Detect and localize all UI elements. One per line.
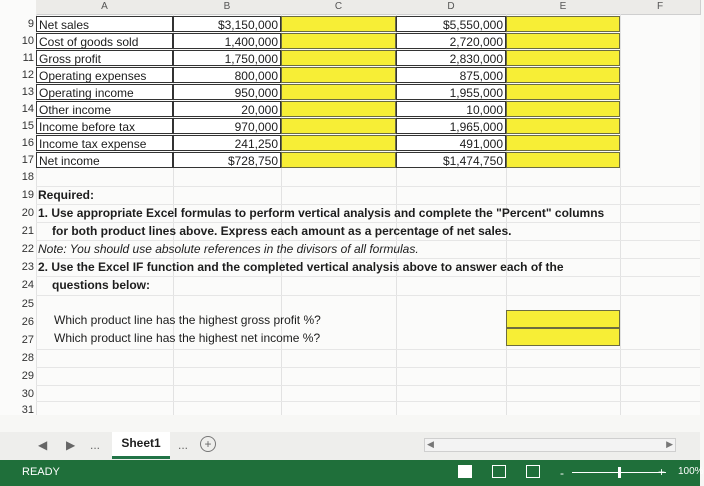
cell-label[interactable]: Net income bbox=[36, 152, 173, 168]
scroll-left-icon[interactable]: ◀ bbox=[427, 439, 434, 449]
sheet-tab-bar bbox=[0, 432, 700, 460]
answer-gross-profit-input[interactable] bbox=[506, 310, 620, 328]
col-header-c[interactable] bbox=[281, 0, 397, 15]
percent-input-e[interactable] bbox=[506, 152, 620, 168]
zoom-out-icon[interactable]: - bbox=[560, 466, 564, 480]
scroll-tabs-left-icon[interactable]: ◀ bbox=[38, 438, 48, 452]
tab-sheet1[interactable] bbox=[112, 432, 170, 459]
cell-value-b[interactable]: $728,750 bbox=[173, 152, 281, 168]
row-number[interactable]: 27 bbox=[21, 334, 34, 346]
percent-input-c[interactable] bbox=[281, 118, 396, 134]
row-number[interactable]: 22 bbox=[21, 243, 34, 255]
gridline bbox=[36, 367, 700, 368]
cell-label[interactable]: Income before tax bbox=[36, 118, 173, 134]
row-number[interactable]: 16 bbox=[21, 137, 34, 149]
row-number[interactable]: 18 bbox=[21, 171, 34, 183]
required-heading: Required: bbox=[38, 188, 95, 202]
cell-value-b[interactable]: 241,250 bbox=[173, 135, 281, 151]
col-header-label: F bbox=[656, 1, 664, 12]
row-number[interactable]: 12 bbox=[21, 69, 34, 81]
instruction-1: 1. Use appropriate Excel formulas to perform vertical analysis and complete the "Percent" columns bbox=[38, 206, 605, 220]
status-ready: READY bbox=[22, 466, 60, 478]
percent-input-c[interactable] bbox=[281, 152, 396, 168]
percent-input-c[interactable] bbox=[281, 135, 396, 151]
percent-input-e[interactable] bbox=[506, 50, 620, 66]
scroll-tabs-right-icon[interactable]: ▶ bbox=[66, 438, 76, 452]
zoom-slider-thumb[interactable] bbox=[618, 467, 621, 478]
cell-value-b[interactable]: 1,750,000 bbox=[173, 50, 281, 66]
cell-label[interactable]: Income tax expense bbox=[36, 135, 173, 151]
row-number[interactable]: 21 bbox=[21, 225, 34, 237]
cell-label[interactable]: Gross profit bbox=[36, 50, 173, 66]
cell-value-b[interactable]: 800,000 bbox=[173, 67, 281, 83]
horizontal-scrollbar[interactable] bbox=[424, 438, 676, 452]
col-header-b[interactable] bbox=[173, 0, 282, 15]
col-header-e[interactable] bbox=[506, 0, 621, 15]
gridline bbox=[36, 401, 700, 402]
percent-input-c[interactable] bbox=[281, 67, 396, 83]
cell-value-b[interactable]: $3,150,000 bbox=[173, 16, 281, 32]
col-header-label: A bbox=[101, 1, 108, 12]
cell-value-d[interactable]: 875,000 bbox=[396, 67, 506, 83]
percent-input-e[interactable] bbox=[506, 135, 620, 151]
percent-input-e[interactable] bbox=[506, 84, 620, 100]
row-number[interactable]: 20 bbox=[21, 207, 34, 219]
percent-input-e[interactable] bbox=[506, 16, 620, 32]
question-gross-profit: Which product line has the highest gross profit %? bbox=[54, 313, 321, 327]
cell-label[interactable]: Operating expenses bbox=[36, 67, 173, 83]
cell-value-d[interactable]: 1,965,000 bbox=[396, 118, 506, 134]
note-text: Note: You should use absolute references in the divisors of all formulas. bbox=[38, 242, 419, 256]
cell-value-d[interactable]: 2,830,000 bbox=[396, 50, 506, 66]
row-number[interactable]: 28 bbox=[21, 352, 34, 364]
cell-label[interactable]: Operating income bbox=[36, 84, 173, 100]
add-sheet-icon[interactable]: + bbox=[200, 436, 216, 452]
col-header-label: B bbox=[223, 1, 231, 12]
row-number[interactable]: 13 bbox=[21, 86, 34, 98]
instruction-2-continued: questions below: bbox=[52, 278, 151, 292]
col-header-f[interactable] bbox=[620, 0, 701, 15]
zoom-in-icon[interactable]: + bbox=[658, 465, 666, 479]
more-tabs-left[interactable]: ... bbox=[90, 438, 101, 452]
row-number[interactable]: 23 bbox=[21, 261, 34, 273]
cell-label[interactable]: Other income bbox=[36, 101, 173, 117]
row-number[interactable]: 17 bbox=[21, 154, 34, 166]
cell-value-b[interactable]: 20,000 bbox=[173, 101, 281, 117]
page-break-view-icon[interactable] bbox=[526, 465, 540, 478]
percent-input-e[interactable] bbox=[506, 118, 620, 134]
cell-value-d[interactable]: 491,000 bbox=[396, 135, 506, 151]
cell-value-b[interactable]: 970,000 bbox=[173, 118, 281, 134]
row-number[interactable]: 10 bbox=[21, 35, 34, 47]
col-header-label: C bbox=[334, 1, 343, 12]
question-net-income: Which product line has the highest net income %? bbox=[54, 331, 321, 345]
col-header-label: D bbox=[447, 1, 455, 12]
gridline bbox=[36, 186, 700, 187]
cell-value-d[interactable]: $5,550,000 bbox=[396, 16, 506, 32]
row-number[interactable]: 30 bbox=[21, 388, 34, 400]
row-number[interactable]: 29 bbox=[21, 370, 34, 382]
cell-value-d[interactable]: 1,955,000 bbox=[396, 84, 506, 100]
row-number[interactable]: 31 bbox=[21, 404, 34, 416]
row-number[interactable]: 14 bbox=[21, 103, 34, 115]
percent-input-e[interactable] bbox=[506, 33, 620, 49]
percent-input-c[interactable] bbox=[281, 84, 396, 100]
row-number[interactable]: 24 bbox=[21, 279, 34, 291]
zoom-level[interactable]: 100% bbox=[678, 466, 704, 477]
cell-value-d[interactable]: 10,000 bbox=[396, 101, 506, 117]
percent-input-c[interactable] bbox=[281, 33, 396, 49]
col-header-d[interactable] bbox=[396, 0, 507, 15]
gridline bbox=[36, 349, 700, 350]
col-header-a[interactable] bbox=[36, 0, 174, 15]
cell-label[interactable]: Cost of goods sold bbox=[36, 33, 173, 49]
percent-input-c[interactable] bbox=[281, 50, 396, 66]
row-number[interactable]: 11 bbox=[22, 52, 34, 64]
scroll-right-icon[interactable]: ▶ bbox=[666, 439, 673, 449]
row-number[interactable]: 19 bbox=[21, 189, 34, 201]
more-tabs-right[interactable]: ... bbox=[178, 438, 189, 452]
cell-value-b[interactable]: 1,400,000 bbox=[173, 33, 281, 49]
cell-value-d[interactable]: $1,474,750 bbox=[396, 152, 506, 168]
answer-net-income-input[interactable] bbox=[506, 328, 620, 346]
tab-label: Sheet1 bbox=[121, 436, 161, 450]
status-bar bbox=[0, 460, 704, 486]
gridline bbox=[620, 14, 621, 415]
gridline bbox=[36, 385, 700, 386]
row-number[interactable]: 25 bbox=[21, 298, 34, 310]
cell-value-b[interactable]: 950,000 bbox=[173, 84, 281, 100]
row-number[interactable]: 26 bbox=[21, 316, 34, 328]
cell-value-d[interactable]: 2,720,000 bbox=[396, 33, 506, 49]
instruction-2: 2. Use the Excel IF function and the completed vertical analysis above to answer each of the bbox=[38, 260, 564, 274]
normal-view-icon[interactable] bbox=[458, 465, 472, 478]
percent-input-c[interactable] bbox=[281, 101, 396, 117]
percent-input-e[interactable] bbox=[506, 101, 620, 117]
gridline bbox=[36, 295, 700, 296]
page-layout-view-icon[interactable] bbox=[492, 465, 506, 478]
col-header-label: E bbox=[559, 1, 567, 12]
percent-input-c[interactable] bbox=[281, 16, 396, 32]
percent-input-e[interactable] bbox=[506, 67, 620, 83]
instruction-1-continued: for both product lines above. Express each amount as a percentage of net sales. bbox=[52, 224, 512, 238]
row-number[interactable]: 9 bbox=[27, 18, 34, 30]
row-number[interactable]: 15 bbox=[21, 120, 34, 132]
cell-label[interactable]: Net sales bbox=[36, 16, 173, 32]
